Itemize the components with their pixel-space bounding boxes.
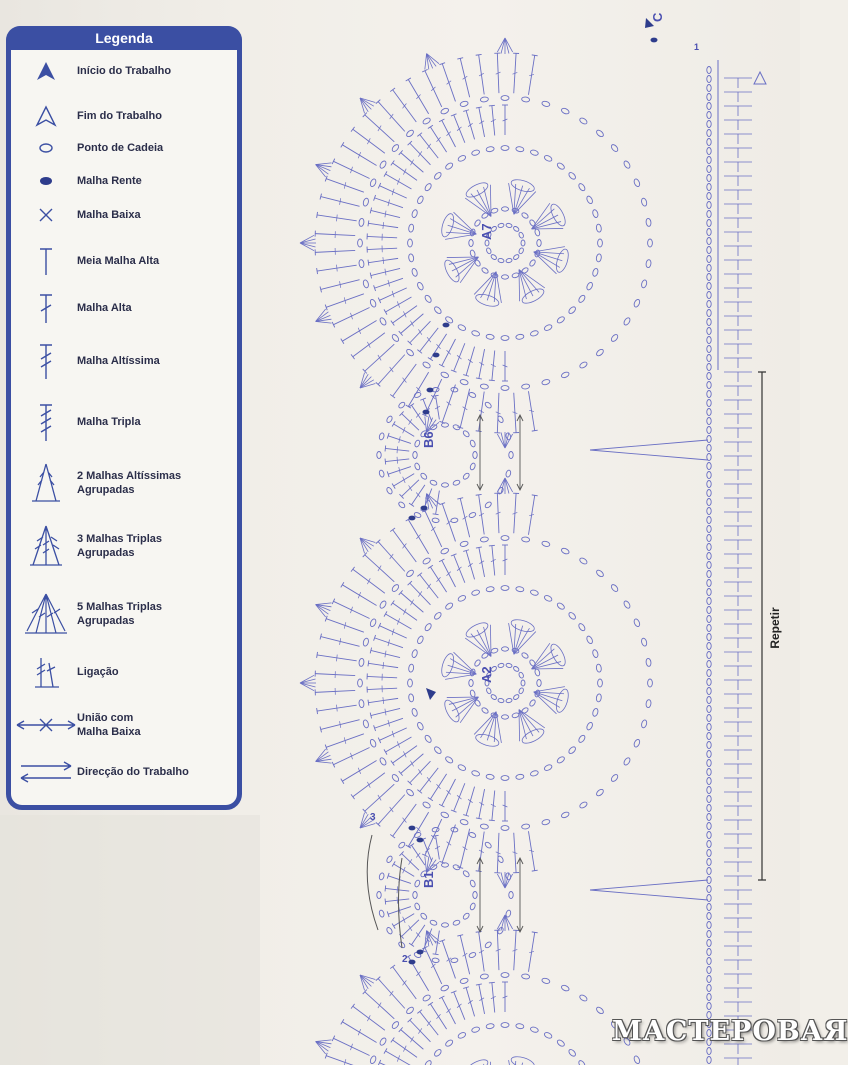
legend-item-cluster-5	[15, 591, 237, 637]
filled-triangle-icon	[15, 61, 77, 81]
open-triangle-icon	[15, 105, 77, 127]
legend-item-hdc	[15, 245, 237, 277]
legend-item-chain	[15, 141, 237, 155]
legend-item-dtr	[15, 401, 237, 443]
legend-label-line2: Malha Baixa	[77, 726, 141, 738]
cluster-2-icon	[15, 461, 77, 505]
motif-layer	[300, 38, 652, 1065]
cluster-5-icon	[15, 591, 77, 637]
legend-label: Malha Rente	[77, 175, 142, 187]
double-arrow-x-icon	[15, 715, 77, 735]
legend-label-line2: Agrupadas	[77, 484, 135, 496]
legend-title: Legenda	[6, 26, 242, 50]
legend-label: União com	[77, 712, 134, 724]
legend-item-join	[15, 655, 237, 689]
legend-item-sc	[15, 206, 237, 224]
legend-item-slip	[15, 174, 237, 188]
cluster-3-icon	[15, 523, 77, 569]
crochet-diagram	[262, 0, 848, 1065]
legend-item-cluster-3	[15, 523, 237, 569]
legend-label: Malha Alta	[77, 302, 132, 314]
t-two-slash-icon	[15, 341, 77, 381]
row-marker-3: 3	[370, 812, 376, 823]
motif-label-b1: B1	[421, 871, 436, 888]
motif-label-a7: A7	[479, 223, 494, 240]
t-bar-icon	[15, 245, 77, 277]
motif-label-b6: B6	[421, 431, 436, 448]
legend-label: Ponto de Cadeia	[77, 142, 164, 154]
legend-item-cluster-2	[15, 461, 237, 505]
legend-item-direction	[15, 759, 237, 785]
join-icon	[15, 655, 77, 689]
row-marker-1: 1	[694, 42, 700, 52]
legend-item-tr	[15, 341, 237, 381]
motif-label-a2: A2	[479, 666, 494, 683]
legend-label: Direcção do Trabalho	[77, 766, 189, 778]
row-marker-2: 2	[402, 954, 408, 965]
faint-background-block	[0, 815, 260, 1065]
legend-item-dc	[15, 291, 237, 325]
x-mark-icon	[15, 206, 77, 224]
legend-label: Ligação	[77, 666, 119, 678]
legend-label: 3 Malhas Triplas	[77, 533, 162, 545]
t-one-slash-icon	[15, 291, 77, 325]
direction-arrows-icon	[15, 759, 77, 785]
t-three-slash-icon	[15, 401, 77, 443]
slip-stitch-oval-icon	[15, 174, 77, 188]
legend-label: Fim do Trabalho	[77, 110, 162, 122]
legend-label: 5 Malhas Triplas	[77, 601, 162, 613]
legend-label-line2: Agrupadas	[77, 615, 135, 627]
legend-item-end	[15, 105, 237, 127]
chain-oval-icon	[15, 141, 77, 155]
row-marker-c: C	[650, 12, 665, 22]
legend-label: Meia Malha Alta	[77, 255, 160, 267]
legend-label: 2 Malhas Altíssimas	[77, 470, 182, 482]
border-layer	[367, 18, 766, 1065]
legend-item-union	[15, 711, 237, 739]
legend-label: Malha Altíssima	[77, 355, 160, 367]
legend-label-line2: Agrupadas	[77, 547, 135, 559]
legend-panel	[6, 26, 242, 810]
repeat-label: Repetir	[768, 607, 782, 649]
legend-item-start	[15, 61, 237, 81]
legend-label: Malha Tripla	[77, 416, 141, 428]
legend-label: Malha Baixa	[77, 209, 141, 221]
watermark: МАСТЕРОВАЯ	[612, 1016, 848, 1047]
legend-label: Início do Trabalho	[77, 65, 172, 77]
repeat-bracket	[758, 372, 766, 880]
